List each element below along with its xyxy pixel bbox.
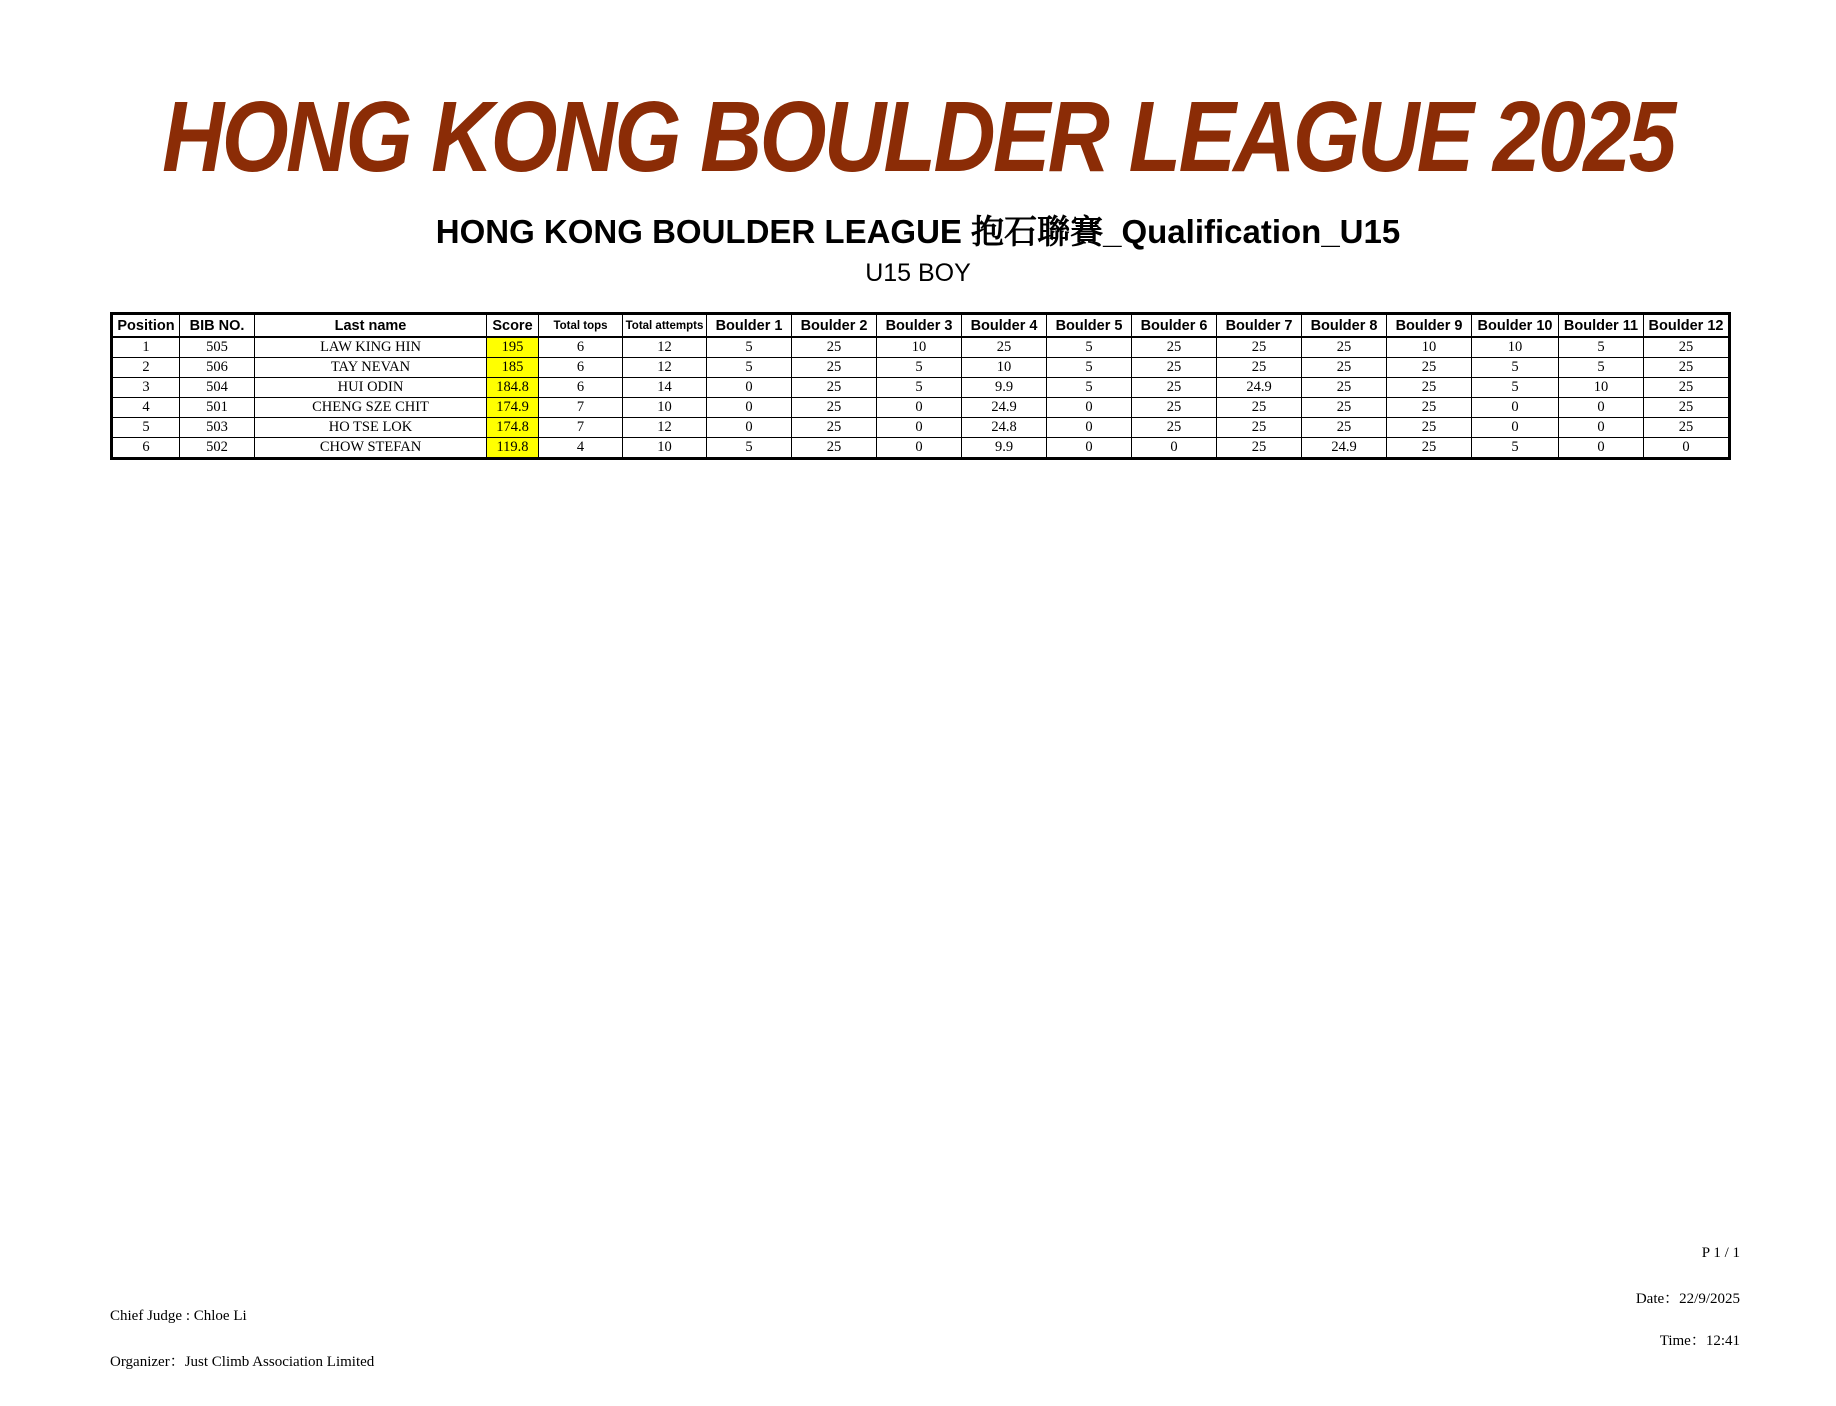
- cell-boulder-5: 0: [1047, 438, 1132, 459]
- cell-total-attempts: 12: [623, 418, 707, 438]
- cell-boulder-5: 5: [1047, 337, 1132, 358]
- cell-boulder-10: 0: [1472, 398, 1559, 418]
- report-date: Date：22/9/2025: [1635, 1291, 1740, 1307]
- cell-boulder-3: 0: [877, 398, 962, 418]
- cell-boulder-8: 24.9: [1302, 438, 1387, 459]
- league-banner-logo: HONG KONG BOULDER LEAGUE 2025: [162, 81, 1674, 193]
- header-bib: BIB NO.: [180, 314, 255, 338]
- cell-total-attempts: 14: [623, 378, 707, 398]
- cell-boulder-7: 25: [1217, 337, 1302, 358]
- cell-bib: 501: [180, 398, 255, 418]
- cell-position: 4: [112, 398, 180, 418]
- header-boulder-3: Boulder 3: [877, 314, 962, 338]
- cell-boulder-9: 25: [1387, 418, 1472, 438]
- header-boulder-11: Boulder 11: [1559, 314, 1644, 338]
- cell-boulder-6: 25: [1132, 418, 1217, 438]
- cell-bib: 502: [180, 438, 255, 459]
- cell-boulder-2: 25: [792, 398, 877, 418]
- cell-boulder-7: 25: [1217, 358, 1302, 378]
- cell-boulder-1: 0: [707, 418, 792, 438]
- cell-boulder-8: 25: [1302, 418, 1387, 438]
- cell-boulder-6: 25: [1132, 337, 1217, 358]
- cell-boulder-3: 0: [877, 418, 962, 438]
- cell-position: 2: [112, 358, 180, 378]
- cell-boulder-2: 25: [792, 418, 877, 438]
- cell-score: 195: [487, 337, 539, 358]
- cell-boulder-4: 24.8: [962, 418, 1047, 438]
- cell-bib: 504: [180, 378, 255, 398]
- cell-boulder-5: 0: [1047, 418, 1132, 438]
- cell-total-attempts: 12: [623, 358, 707, 378]
- cell-bib: 503: [180, 418, 255, 438]
- cell-score: 184.8: [487, 378, 539, 398]
- cell-boulder-11: 5: [1559, 337, 1644, 358]
- cell-boulder-6: 0: [1132, 438, 1217, 459]
- header-total-attempts: Total attempts: [623, 314, 707, 338]
- cell-total-tops: 7: [539, 418, 623, 438]
- cell-last-name: HUI ODIN: [255, 378, 487, 398]
- cell-boulder-1: 0: [707, 398, 792, 418]
- report-time: Time：12:41: [1659, 1333, 1740, 1349]
- cell-last-name: CHOW STEFAN: [255, 438, 487, 459]
- cell-score: 174.8: [487, 418, 539, 438]
- cell-boulder-9: 25: [1387, 358, 1472, 378]
- cell-last-name: HO TSE LOK: [255, 418, 487, 438]
- cell-boulder-10: 5: [1472, 358, 1559, 378]
- cell-boulder-10: 5: [1472, 378, 1559, 398]
- cell-boulder-10: 0: [1472, 418, 1559, 438]
- cell-last-name: CHENG SZE CHIT: [255, 398, 487, 418]
- cell-boulder-5: 5: [1047, 378, 1132, 398]
- cell-boulder-10: 10: [1472, 337, 1559, 358]
- header-boulder-5: Boulder 5: [1047, 314, 1132, 338]
- cell-boulder-5: 0: [1047, 398, 1132, 418]
- cell-boulder-10: 5: [1472, 438, 1559, 459]
- cell-boulder-9: 25: [1387, 378, 1472, 398]
- cell-boulder-8: 25: [1302, 398, 1387, 418]
- results-table: [110, 312, 1731, 460]
- cell-boulder-3: 0: [877, 438, 962, 459]
- cell-boulder-6: 25: [1132, 398, 1217, 418]
- cell-boulder-4: 9.9: [962, 378, 1047, 398]
- table-row: [112, 418, 1730, 438]
- cell-position: 5: [112, 418, 180, 438]
- cell-score: 174.9: [487, 398, 539, 418]
- table-row: [112, 438, 1730, 459]
- header-total-tops: Total tops: [539, 314, 623, 338]
- header-score: Score: [487, 314, 539, 338]
- cell-boulder-1: 5: [707, 358, 792, 378]
- cell-boulder-11: 0: [1559, 418, 1644, 438]
- cell-total-attempts: 10: [623, 438, 707, 459]
- cell-last-name: TAY NEVAN: [255, 358, 487, 378]
- cell-boulder-2: 25: [792, 337, 877, 358]
- category-subtitle: U15 BOY: [865, 259, 971, 287]
- cell-boulder-3: 10: [877, 337, 962, 358]
- cell-bib: 506: [180, 358, 255, 378]
- cell-total-tops: 6: [539, 358, 623, 378]
- cell-boulder-12: 25: [1644, 358, 1730, 378]
- cell-boulder-12: 25: [1644, 418, 1730, 438]
- cell-last-name: LAW KING HIN: [255, 337, 487, 358]
- cell-boulder-1: 5: [707, 337, 792, 358]
- cell-position: 1: [112, 337, 180, 358]
- table-row: [112, 358, 1730, 378]
- cell-boulder-4: 9.9: [962, 438, 1047, 459]
- cell-total-tops: 6: [539, 337, 623, 358]
- header-row: [112, 314, 1730, 338]
- table-row: [112, 337, 1730, 358]
- header-boulder-1: Boulder 1: [707, 314, 792, 338]
- cell-boulder-12: 25: [1644, 337, 1730, 358]
- cell-score: 119.8: [487, 438, 539, 459]
- page-number: P 1 / 1: [1701, 1245, 1740, 1261]
- cell-boulder-6: 25: [1132, 378, 1217, 398]
- cell-boulder-4: 24.9: [962, 398, 1047, 418]
- cell-boulder-2: 25: [792, 358, 877, 378]
- cell-boulder-4: 10: [962, 358, 1047, 378]
- cell-boulder-11: 10: [1559, 378, 1644, 398]
- cell-boulder-11: 5: [1559, 358, 1644, 378]
- header-boulder-4: Boulder 4: [962, 314, 1047, 338]
- cell-boulder-8: 25: [1302, 358, 1387, 378]
- cell-boulder-3: 5: [877, 378, 962, 398]
- cell-boulder-8: 25: [1302, 378, 1387, 398]
- cell-bib: 505: [180, 337, 255, 358]
- cell-boulder-11: 0: [1559, 398, 1644, 418]
- cell-position: 6: [112, 438, 180, 459]
- cell-boulder-7: 25: [1217, 398, 1302, 418]
- cell-boulder-1: 0: [707, 378, 792, 398]
- cell-boulder-11: 0: [1559, 438, 1644, 459]
- header-boulder-2: Boulder 2: [792, 314, 877, 338]
- cell-boulder-8: 25: [1302, 337, 1387, 358]
- cell-boulder-4: 25: [962, 337, 1047, 358]
- header-boulder-12: Boulder 12: [1644, 314, 1730, 338]
- cell-boulder-1: 5: [707, 438, 792, 459]
- header-boulder-7: Boulder 7: [1217, 314, 1302, 338]
- cell-position: 3: [112, 378, 180, 398]
- header-position: Position: [112, 314, 180, 338]
- table-row: [112, 378, 1730, 398]
- cell-boulder-2: 25: [792, 378, 877, 398]
- cell-boulder-7: 24.9: [1217, 378, 1302, 398]
- header-boulder-6: Boulder 6: [1132, 314, 1217, 338]
- cell-score: 185: [487, 358, 539, 378]
- cell-boulder-12: 0: [1644, 438, 1730, 459]
- organizer: Organizer：Just Climb Association Limited: [110, 1354, 375, 1370]
- cell-total-tops: 7: [539, 398, 623, 418]
- cell-boulder-3: 5: [877, 358, 962, 378]
- cell-boulder-9: 10: [1387, 337, 1472, 358]
- cell-boulder-5: 5: [1047, 358, 1132, 378]
- header-boulder-9: Boulder 9: [1387, 314, 1472, 338]
- header-boulder-8: Boulder 8: [1302, 314, 1387, 338]
- cell-boulder-12: 25: [1644, 378, 1730, 398]
- cell-boulder-7: 25: [1217, 438, 1302, 459]
- cell-boulder-7: 25: [1217, 418, 1302, 438]
- page-title: HONG KONG BOULDER LEAGUE 抱石聯賽_Qualification_U15: [435, 213, 1401, 250]
- cell-total-tops: 6: [539, 378, 623, 398]
- cell-boulder-9: 25: [1387, 398, 1472, 418]
- cell-total-attempts: 10: [623, 398, 707, 418]
- cell-boulder-12: 25: [1644, 398, 1730, 418]
- cell-total-attempts: 12: [623, 337, 707, 358]
- cell-boulder-6: 25: [1132, 358, 1217, 378]
- cell-boulder-9: 25: [1387, 438, 1472, 459]
- header-boulder-10: Boulder 10: [1472, 314, 1559, 338]
- cell-boulder-2: 25: [792, 438, 877, 459]
- header-last-name: Last name: [255, 314, 487, 338]
- table-row: [112, 398, 1730, 418]
- cell-total-tops: 4: [539, 438, 623, 459]
- chief-judge: Chief Judge : Chloe Li: [110, 1308, 247, 1324]
